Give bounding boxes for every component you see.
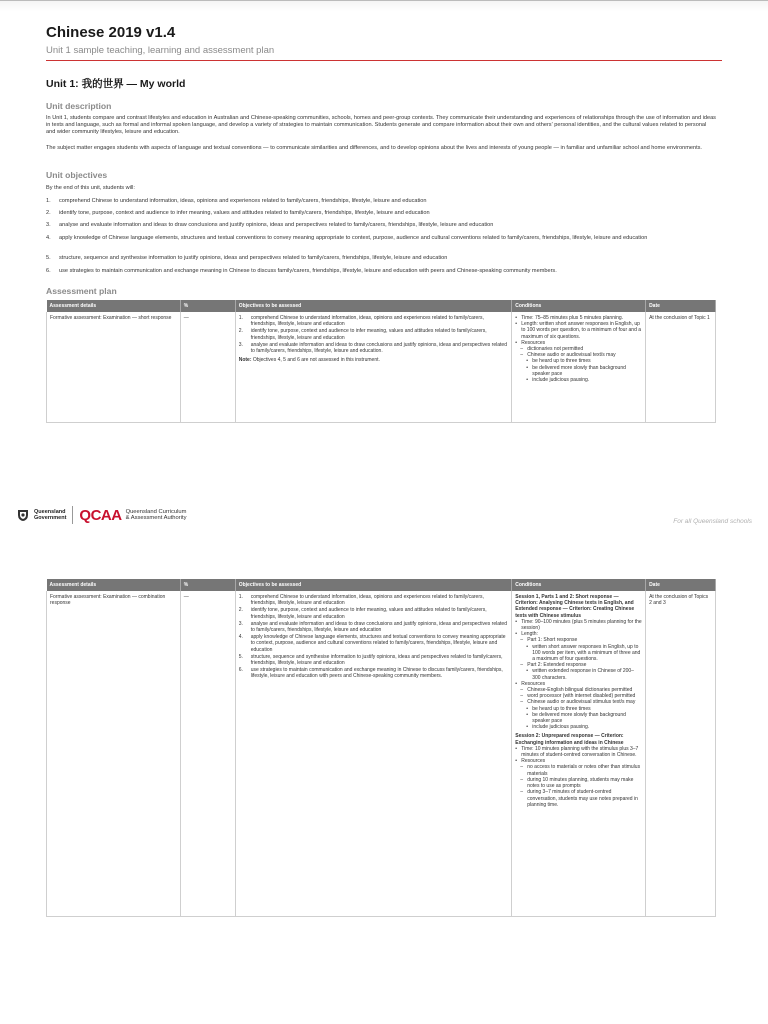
col-header-objectives: Objectives to be assessed bbox=[235, 579, 512, 591]
condition-subsubitem: • be delivered more slowly than background speaker pace bbox=[515, 712, 642, 724]
page-top-edge bbox=[0, 0, 768, 12]
cell-date: At the conclusion of Topic 1 bbox=[646, 312, 716, 422]
condition-subsubitem: • written extended response in Chinese of 200–300 characters. bbox=[515, 668, 642, 680]
condition-item: • Resources bbox=[515, 340, 642, 346]
document-subtitle: Unit 1 sample teaching, learning and assessment plan bbox=[46, 45, 275, 56]
list-item: 3. analyse and evaluate information and ideas to draw conclusions and justify opinions, ideas and perspectives related to family/carers, friendships, lifestyle, leisure and education. bbox=[238, 341, 507, 355]
session-1-heading: Session 1, Parts 1 and 2: Short response — Criterion: Analysing Chinese texts in English, and Extended response — Criterion: Creating Chinese texts with Chinese stimulus bbox=[515, 594, 635, 619]
cell-objectives bbox=[235, 591, 512, 916]
condition-subsubitem: • include judicious pausing. bbox=[515, 724, 642, 730]
objectives-note: Note: Objectives 4, 5 and 6 are not assessed in this instrument. bbox=[238, 357, 380, 364]
page-1: Chinese 2019 v1.4 Unit 1 sample teaching, learning and assessment plan Unit 1: 我的世界 — My world Unit description In Unit 1, students compare and contrast lifestyles and education in Australian and Chinese-speaking communities, schools, homes and peer-group contexts. They communicate their understanding and experiences of relationships through the use of information and ideas in texts and language, such as formal and informal spoken language, and develop a variety of strategies to maintain communication. Students generate and compare information about their own and others' personal identities, and the cultural values related to personal and wider community lifestyles, leisure and education. The subject matter engages students with aspects of language and textual conventions — to communicate similarities and differences, and to develop opinions about the lives and interests of young people — in familiar and unfamiliar school and home environments. Unit objectives By the end of this unit, students will: 1. comprehend Chinese to understand information, ideas, opinions and experiences related to family/carers, friendships, lifestyle, leisure and education 2. identify tone, purpose, context and audience to infer meaning, values and attitudes related to family/carers, friendships, lifestyle, leisure and education 3. analyse and evaluate information and ideas to draw conclusions and justify opinions, ideas and perspectives related to family/carers, friendships, lifestyle, leisure and education 4. apply knowledge of Chinese language elements, structures and textual conventions to convey meaning appropriate to context, purpose, audience and cultural conventions related to family/carers, friendships, lifestyle, leisure and education 5. structure, sequence and synthesise information to justify opinions, ideas and perspectives related to family/carers, friendships, lifestyle, leisure and education 6. use strategies to maintain communication and exchange meaning in Chinese to discuss family/carers, friendships, lifestyle, leisure and education with peers and Chinese-speaking community members. Assessment plan Assessment details % Objectives to be assessed Conditions Date Formative assessment: Examination — short response — 1. comprehend Chinese to understand information, ideas, opinions and experiences related to family/carers, friendships, lifestyle, leisure and education 2. identify tone, purpose, context and audience to infer meaning, values and attitudes related to family/carers, friendships, lifestyle, leisure and education 3. analyse and evaluate information and ideas to draw conclusions and justify opinions, ideas and perspectives related to family/carers, friendships, lifestyle, leisure and education. Note: Objectives 4, 5 and 6 are not assessed in this instrument. • Time: 75–85 minutes plus 5 minutes planning. • Length: written short answer responses in English, up to 100 words per question, to a minimum of four and a maximum of six questions. • Resources – dictionaries not permitted – Chinese audio or audiovisual text/s may • be heard up to three times • be delivered more slowly than background speaker pace • include judicious pausing. At the conclusion of Topic 1 bbox=[0, 0, 768, 460]
col-header-objectives: Objectives to be assessed bbox=[235, 300, 512, 312]
col-header-percent: % bbox=[180, 300, 235, 312]
condition-item: • Time: 75–85 minutes plus 5 minutes planning. bbox=[515, 315, 642, 321]
condition-subitem: – Chinese audio or audiovisual text/s may bbox=[515, 352, 642, 358]
cell-percent: — bbox=[180, 312, 235, 422]
logo-divider bbox=[72, 506, 73, 524]
condition-subitem: – dictionaries not permitted bbox=[515, 346, 642, 352]
condition-subitem: – Part 1: Short response bbox=[515, 637, 642, 643]
list-item: 6. use strategies to maintain communication and exchange meaning in Chinese to discuss family/carers, friendships, lifestyle, leisure and education with peers and Chinese-speaking community members. bbox=[238, 667, 503, 680]
table-header-row bbox=[47, 579, 716, 591]
condition-subsubitem: • be heard up to three times bbox=[515, 358, 642, 364]
assessment-table-1 bbox=[46, 300, 716, 423]
qcaa-full-name: Queensland Curriculum & Assessment Authority bbox=[125, 508, 187, 521]
condition-subitem: – Part 2: Extended response bbox=[515, 662, 642, 668]
condition-item: • Time: 90–100 minutes (plus 5 minutes planning for the session) bbox=[515, 619, 642, 631]
condition-subsubitem: • be delivered more slowly than background speaker pace bbox=[515, 365, 642, 377]
assessment-table-2 bbox=[46, 579, 716, 917]
condition-item: • Time: 10 minutes planning with the stimulus plus 3–7 minutes of student-centred conversation in Chinese. bbox=[515, 746, 642, 758]
assessment-plan-heading: Assessment plan bbox=[46, 286, 117, 296]
col-header-details: Assessment details bbox=[47, 579, 181, 591]
condition-subsubitem: • include judicious pausing. bbox=[515, 377, 642, 383]
cell-date: At the conclusion of Topics 2 and 3 bbox=[646, 591, 716, 916]
condition-subitem: – no access to materials or notes other than stimulus materials bbox=[515, 764, 642, 776]
cell-details: Formative assessment: Examination — combination response bbox=[47, 591, 181, 916]
cell-objectives bbox=[235, 312, 512, 422]
table-row bbox=[47, 591, 716, 916]
footer-logos bbox=[16, 506, 186, 524]
condition-item: • Resources bbox=[515, 758, 642, 764]
unit-objectives-intro: By the end of this unit, students will: bbox=[46, 185, 135, 191]
session-2-heading: Session 2: Unprepared response — Criterion: Exchanging information and ideas in Chinese bbox=[515, 733, 624, 746]
col-header-date: Date bbox=[646, 300, 716, 312]
unit-description-heading: Unit description bbox=[46, 101, 112, 111]
col-header-date: Date bbox=[646, 579, 716, 591]
cell-details: Formative assessment: Examination — short response bbox=[47, 312, 181, 422]
queensland-crest-icon bbox=[16, 508, 30, 522]
condition-subitem: – word processor (with internet disabled) permitted bbox=[515, 693, 642, 699]
condition-subitem: – during 3–7 minutes of student-centred conversation, students may use notes prepared in planning time. bbox=[515, 789, 642, 808]
table-header-row bbox=[47, 300, 716, 312]
unit-heading: Unit 1: 我的世界 — My world bbox=[46, 78, 186, 90]
qcaa-logo: QCAA bbox=[79, 506, 122, 524]
list-item: 3. analyse and evaluate information and ideas to draw conclusions and justify opinions, ideas and perspectives related to family/carers, friendships, lifestyle, leisure and education bbox=[238, 620, 507, 634]
title-rule bbox=[46, 60, 722, 61]
list-item: 1. comprehend Chinese to understand information, ideas, opinions and experiences related to family/carers, friendships, lifestyle, leisure and education bbox=[238, 594, 484, 607]
col-header-details: Assessment details bbox=[47, 300, 181, 312]
condition-subsubitem: • be heard up to three times bbox=[515, 706, 642, 712]
condition-item: • Length: written short answer responses in English, up to 100 words per question, to a minimum of four and a maximum of six questions. bbox=[515, 321, 642, 340]
cell-percent: — bbox=[180, 591, 235, 916]
condition-item: • Length: bbox=[515, 631, 642, 637]
list-item: 2. identify tone, purpose, context and audience to infer meaning, values and attitudes related to family/carers, friendships, lifestyle, leisure and education bbox=[238, 607, 487, 620]
list-item: 1. comprehend Chinese to understand information, ideas, opinions and experiences related to family/carers, friendships, lifestyle, leisure and education bbox=[238, 315, 484, 328]
col-header-conditions: Conditions bbox=[512, 300, 646, 312]
unit-description-para-2: The subject matter engages students with aspects of language and textual conventions — to communicate similarities and differences, and to develop opinions about the lives and interests of young people — in familiar and unfamiliar school and home environments. bbox=[46, 145, 702, 151]
condition-subitem: – Chinese audio or audiovisual stimulus text/s may bbox=[515, 699, 642, 705]
footer-tagline: For all Queensland schools bbox=[673, 518, 752, 525]
page-2 bbox=[0, 565, 768, 1024]
unit-description-para-1: In Unit 1, students compare and contrast lifestyles and education in Australian and Chinese-speaking communities, schools, homes and peer-group contexts. They communicate their understanding and experiences of relationships through the use of information and ideas in texts and language, such as formal and informal spoken language, and develop a variety of strategies to maintain communication. Students generate and compare information about their own and others' personal identities, and the cultural values related to personal and wider community lifestyles, leisure and education. bbox=[46, 115, 716, 136]
cell-conditions bbox=[512, 312, 646, 422]
list-item: 5. structure, sequence and synthesise information to justify opinions, ideas and perspectives related to family/carers, friendships, lifestyle, leisure and education bbox=[238, 653, 503, 667]
condition-subitem: – Chinese-English bilingual dictionaries permitted bbox=[515, 687, 642, 693]
document-title: Chinese 2019 v1.4 bbox=[46, 24, 176, 41]
queensland-government-logo: Queensland Government bbox=[34, 509, 67, 521]
col-header-conditions: Conditions bbox=[512, 579, 646, 591]
table-row bbox=[47, 312, 716, 422]
unit-objectives-heading: Unit objectives bbox=[46, 170, 108, 180]
condition-item: • Resources bbox=[515, 681, 642, 687]
col-header-percent: % bbox=[180, 579, 235, 591]
condition-subsubitem: • written short answer responses in English, up to 100 words per item, with a minimum of three and a maximum of four questions. bbox=[515, 644, 642, 663]
condition-subitem: – during 10 minutes planning, students may make notes to use as prompts bbox=[515, 777, 642, 789]
list-item: 2. identify tone, purpose, context and audience to infer meaning, values and attitudes related to family/carers, friendships, lifestyle, leisure and education bbox=[238, 328, 487, 341]
cell-conditions bbox=[512, 591, 646, 916]
list-item: 4. apply knowledge of Chinese language elements, structures and textual conventions to convey meaning appropriate to context, purpose, audience and cultural conventions related to family/carers, friendships, lifestyle, leisure and education bbox=[238, 634, 506, 653]
